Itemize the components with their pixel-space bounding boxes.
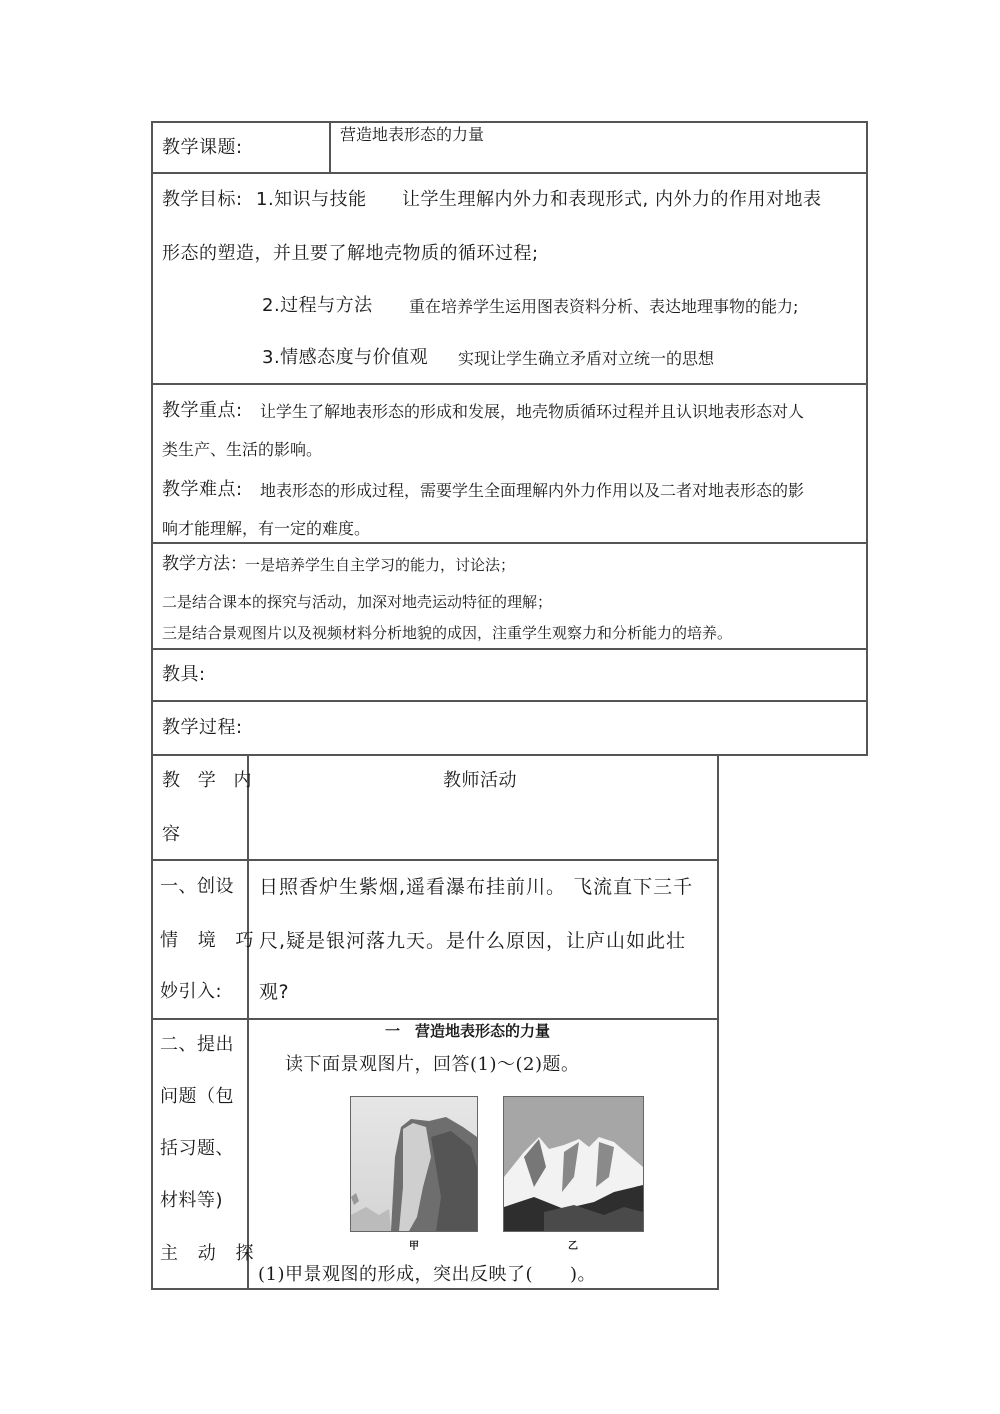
row1-content-line2: 情 境 巧 xyxy=(160,930,261,951)
methods-line-1: 一是培养学生自主学习的能力，讨论法； xyxy=(245,556,516,574)
snow-mountain-illustration xyxy=(504,1097,643,1231)
topic-value: 营造地表形态的力量 xyxy=(340,125,485,144)
table-border-bottom xyxy=(151,754,868,756)
row1-activity-line2: 尺,疑是银河落九天。是什么原因，让庐山如此壮 xyxy=(259,930,687,952)
methods-line-2: 二是结合课本的探究与活动，加深对地壳运动特征的理解； xyxy=(162,593,553,611)
table-divider xyxy=(151,700,868,702)
objective-3-text: 实现让学生确立矛盾对立统一的思想 xyxy=(458,349,715,368)
table-divider xyxy=(151,859,719,861)
table-border-left xyxy=(151,121,153,756)
header-content-line1: 教 学 内 xyxy=(162,770,258,791)
column-divider xyxy=(247,754,249,1290)
row2-content-line1: 二、提出 xyxy=(160,1034,234,1055)
methods-label: 教学方法： xyxy=(162,554,247,574)
key-points-label: 教学重点: xyxy=(162,400,243,421)
granite-peak-illustration xyxy=(351,1097,477,1231)
process-label: 教学过程: xyxy=(162,717,243,738)
row2-content-line3: 括习题、 xyxy=(160,1138,234,1159)
row1-content-line3: 妙引入: xyxy=(160,981,223,1002)
row2-content-line5: 主 动 探 xyxy=(160,1243,261,1264)
methods-line-3: 三是结合景观图片以及视频材料分析地貌的成因，注重学生观察力和分析能力的培养。 xyxy=(162,624,733,642)
landscape-image-jia xyxy=(350,1096,478,1232)
table-border-bottom xyxy=(151,1288,719,1290)
row2-content-line2: 问题（包 xyxy=(160,1086,234,1107)
image-caption-yi: 乙 xyxy=(568,1241,578,1252)
objective-1-title: 1.知识与技能 xyxy=(256,189,367,210)
table-border-top xyxy=(151,121,868,123)
row1-activity-line1: 日照香炉生紫烟,遥看瀑布挂前川。 飞流直下三千 xyxy=(259,876,694,898)
topic-cell-divider xyxy=(329,121,331,174)
row1-activity-line3: 观? xyxy=(259,981,290,1003)
key-points-text-cont: 类生产、生活的影响。 xyxy=(162,440,323,459)
landscape-image-yi xyxy=(503,1096,644,1232)
header-content-line2: 容 xyxy=(162,824,181,845)
objective-1-text-cont: 形态的塑造，并且要了解地壳物质的循环过程; xyxy=(162,243,539,264)
table-divider xyxy=(151,648,868,650)
table-border-right xyxy=(866,121,868,756)
table-divider xyxy=(151,172,868,174)
teaching-aids-label: 教具: xyxy=(162,664,206,685)
table-divider xyxy=(151,542,868,544)
question-1: (1)甲景观图的形成，突出反映了( )。 xyxy=(258,1264,597,1285)
section-title: 一 营造地表形态的力量 xyxy=(385,1022,551,1040)
objective-1-text: 让学生理解内外力和表现形式, 内外力的作用对地表 xyxy=(402,189,822,210)
row1-content-line1: 一、创设 xyxy=(160,876,234,897)
objective-2-text: 重在培养学生运用图表资料分析、表达地理事物的能力; xyxy=(409,297,799,316)
table-divider xyxy=(151,383,868,385)
difficulties-text: 地表形态的形成过程，需要学生全面理解内外力作用以及二者对地表形态的影 xyxy=(260,481,805,500)
table-border-right xyxy=(717,754,719,1290)
header-teacher-activity: 教师活动 xyxy=(443,770,517,791)
image-caption-jia: 甲 xyxy=(409,1241,419,1252)
difficulties-label: 教学难点: xyxy=(162,479,243,500)
topic-label: 教学课题: xyxy=(162,137,243,158)
table-border-left xyxy=(151,754,153,1290)
objective-3-title: 3.情感态度与价值观 xyxy=(262,347,429,368)
key-points-text: 让学生了解地表形态的形成和发展，地壳物质循环过程并且认识地表形态对人 xyxy=(260,402,805,421)
row2-content-line4: 材料等) xyxy=(160,1190,224,1211)
question-instruction: 读下面景观图片，回答(1)～(2)题。 xyxy=(285,1054,580,1075)
objective-2-title: 2.过程与方法 xyxy=(262,295,373,316)
difficulties-text-cont: 响才能理解，有一定的难度。 xyxy=(162,519,371,538)
objectives-label: 教学目标: xyxy=(162,189,243,210)
table-divider xyxy=(151,1018,719,1020)
